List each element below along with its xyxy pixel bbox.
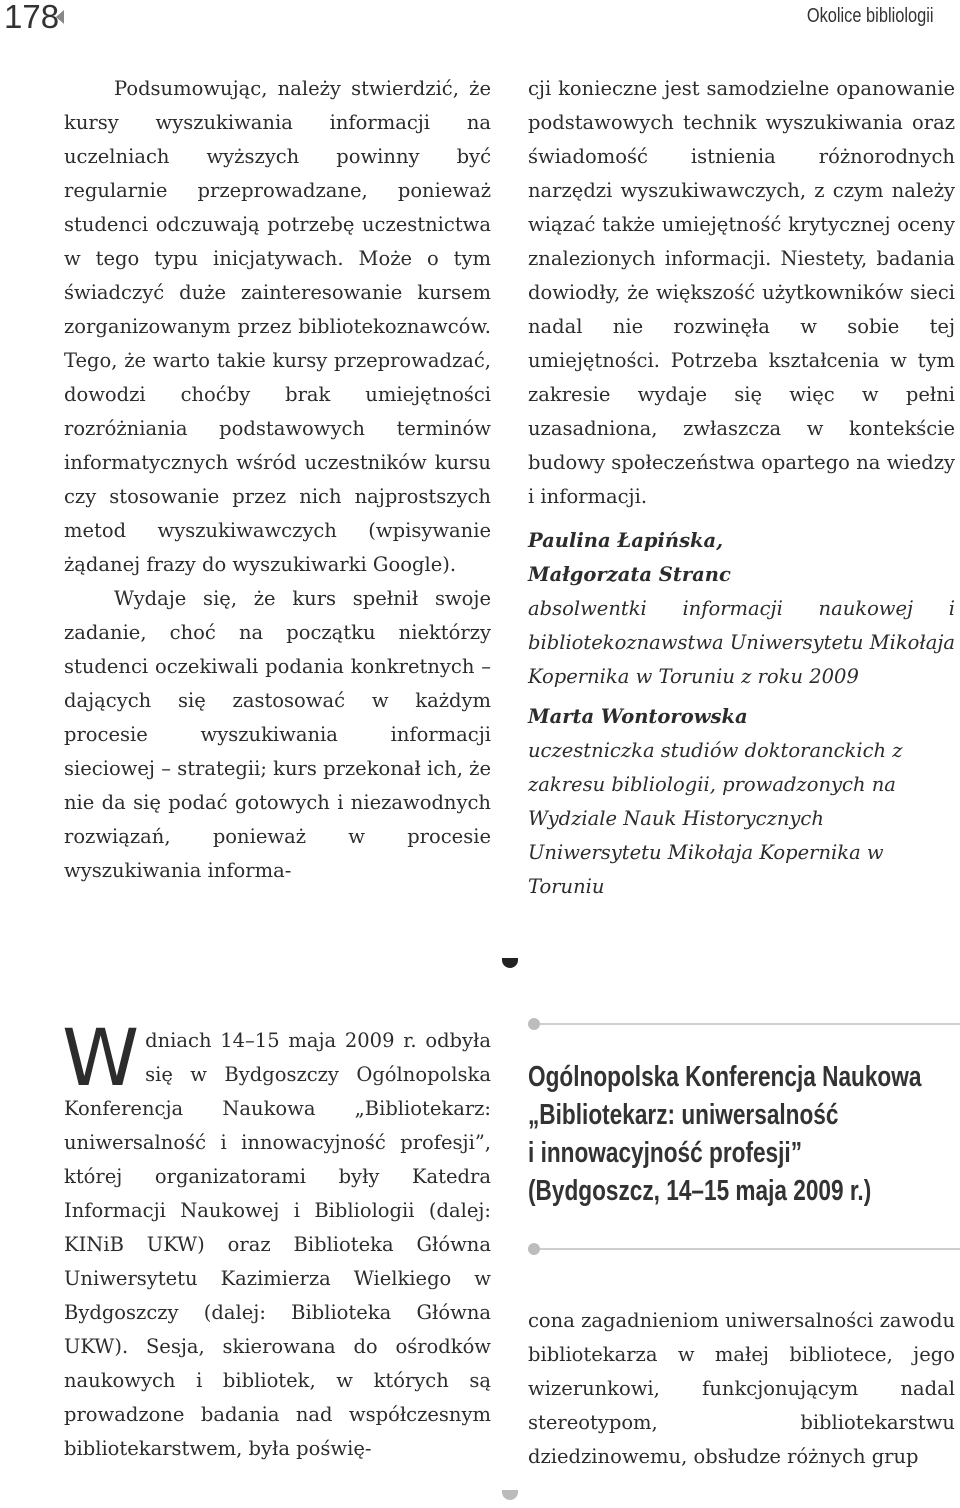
column-marker — [502, 958, 518, 968]
paragraph: Wydaje się, że kurs spełnił swoje zadanie, choć na początku niektórzy studenci oczekiwali podania konkretnych – dających się zastosować w każdym procesie wyszukiwania informacji sieciowej – strategii; kurs przekonał ich, że nie da się podać gotowych i niezawodnych rozwiązań, ponieważ w procesie wyszukiwania informa- — [64, 587, 491, 882]
author-name: Paulina Łapińska, — [528, 529, 723, 552]
section-title: Okolice bibliologii — [807, 5, 934, 27]
article-body: cona zagadnieniom uniwersalności zawodu bibliotekarza w małej bibliotece, jego wizerunkowi, funkcjonującym nadal stereotypom, bibliotekarstwu dziedzinowemu, obsłudze różnych grup — [528, 1309, 955, 1468]
page-number: 178 — [4, 0, 60, 35]
page-marker-icon — [56, 10, 64, 24]
article-body: Wdniach 14–15 maja 2009 r. odbyła się w Bydgoszczy Ogólnopolska Konferencja Naukowa „Bibliotekarz: uniwersalność i innowacyjność profesji”, której organizatorami były Katedra Informacji Naukowej i Bibliologii (dalej: KINiB UKW) oraz Biblioteka Główna Uniwersytetu Kazimierza Wielkiego w Bydgoszczy (dalej: Biblioteka Główna UKW). Sesja, skierowana do ośrodków naukowych i bibliotek, w których są prowadzone badania nad współczesnym bibliotekarstwem, była poświę- — [62, 1014, 491, 1460]
divider-rule — [540, 1023, 960, 1025]
paragraph: Podsumowując, należy stwierdzić, że kursy wyszukiwania informacji na uczelniach wyższych powinny być regularnie przeprowadzane, ponieważ studenci odczuwają potrzebę uczestnictwa w tego typu inicjatywach. Może o tym świadczyć duże zainteresowanie kursem zorganizowanym przez bibliotekoznawców. Tego, że warto takie kursy przeprowadzać, dowodzi choćby brak umiejętności rozróżniania podstawowych terminów informatycznych wśród uczestników kursu czy stosowanie przez nich najprostszych metod wyszukiwawczych (wpisywanie żądanej frazy do wyszukiwarki Google). — [64, 77, 491, 576]
divider-dot — [528, 1243, 540, 1255]
paragraph: cji konieczne jest samodzielne opanowanie podstawowych technik wyszukiwania oraz świadomość istnienia różnorodnych narzędzi wyszukiwawczych, z czym należy wiązać także umiejętność krytycznej oceny znalezionych informacji. Niestety, badania dowiodły, że większość użytkowników sieci nadal nie rozwinęła w sobie tej umiejętności. Potrzeba kształcenia w tym zakresie wydaje się więc w pełni uzasadniona, zwłaszcza w kontekście budowy społeczeństwa opartego na wiedzy i informacji. — [528, 77, 955, 508]
author-name: Małgorzata Stranc — [528, 563, 731, 586]
column-left-top — [64, 72, 491, 888]
article-column-right — [528, 1304, 955, 1474]
author-block — [528, 524, 955, 904]
author-affiliation: absolwentki informacji naukowej i bibliotekoznawstwa Uniwersytetu Mikołaja Kopernika w Toruniu z roku 2009 — [528, 597, 956, 688]
article-title: Ogólnopolska Konferencja Naukowa „Bibliotekarz: uniwersalność i innowacyjność profesji” (Bydgoszcz, 14–15 maja 2009 r.) — [528, 1061, 922, 1207]
divider-rule — [540, 1248, 960, 1250]
drop-cap: W — [62, 1014, 140, 1104]
article-column-left — [62, 1014, 491, 1466]
divider-dot — [528, 1018, 540, 1030]
column-marker — [502, 1490, 518, 1500]
author-name: Marta Wontorowska — [528, 705, 748, 728]
column-right-top — [528, 72, 955, 910]
author-affiliation: uczestniczka studiów doktoranckich z zakresu bibliologii, prowadzonych na Wydziale Nauk Historycznych Uniwersytetu Mikołaja Kopernika w Toruniu — [528, 739, 903, 898]
